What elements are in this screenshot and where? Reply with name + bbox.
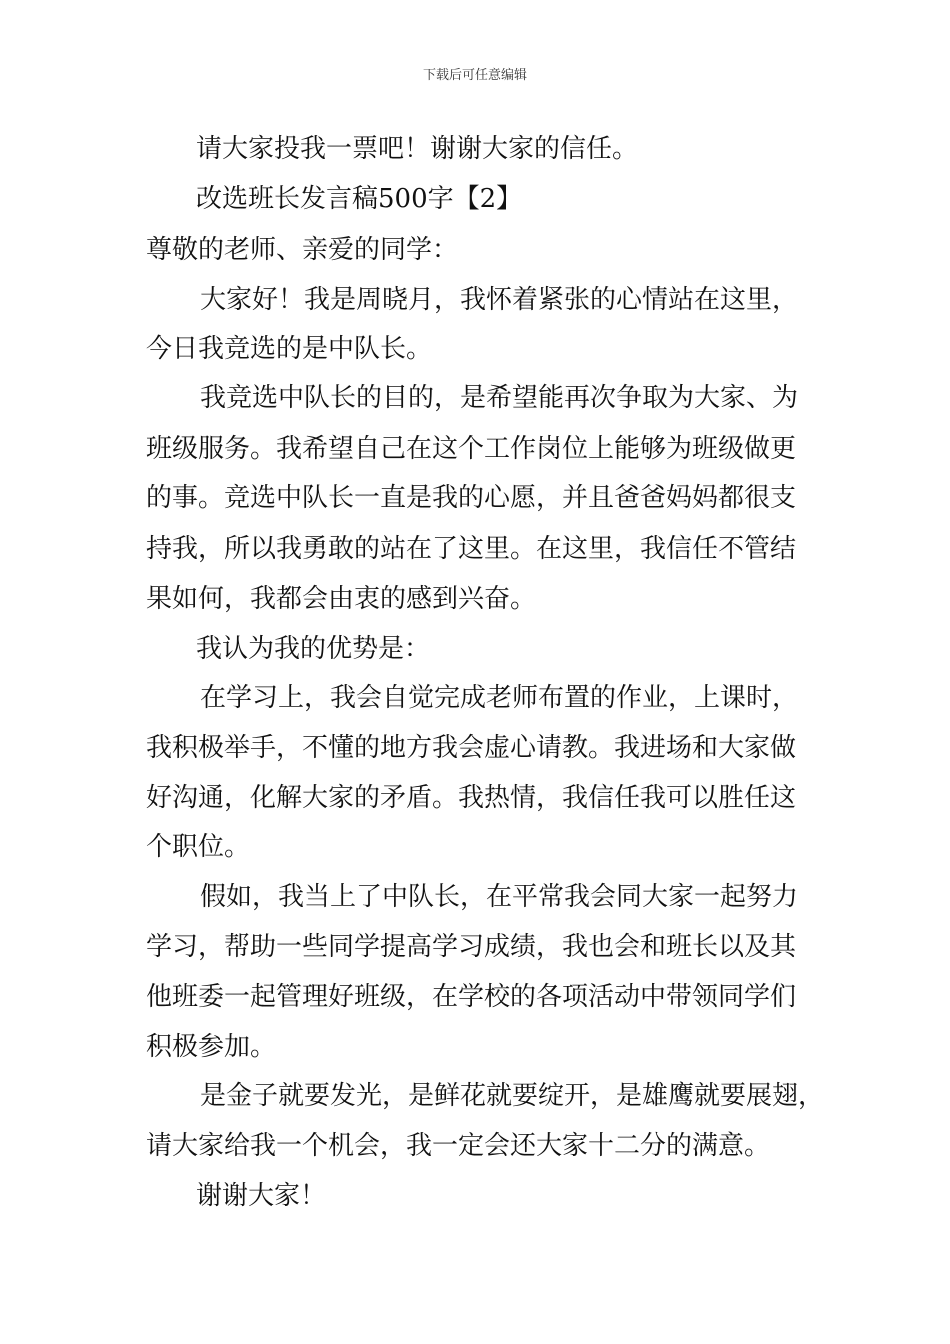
text-line: 请大家投我一票吧！谢谢大家的信任。 xyxy=(196,134,639,164)
text-line: 个职位。 xyxy=(146,832,251,862)
section-title: 改选班长发言稿500字【2】 xyxy=(196,184,523,214)
text-line: 今日我竞选的是中队长。 xyxy=(146,334,433,364)
text-line: 班级服务。我希望自己在这个工作岗位上能够为班级做更 xyxy=(146,434,797,464)
salutation: 尊敬的老师、亲爱的同学： xyxy=(146,235,459,265)
text-line: 是金子就要发光，是鲜花就要绽开，是雄鹰就要展翅， xyxy=(200,1081,825,1111)
text-line: 在学习上，我会自觉完成老师布置的作业，上课时， xyxy=(200,683,799,713)
text-line: 积极参加。 xyxy=(146,1032,277,1062)
header-note: 下载后可任意编辑 xyxy=(422,68,527,83)
text-line: 持我，所以我勇敢的站在了这里。在这里，我信任不管结 xyxy=(146,534,797,564)
text-line: 学习，帮助一些同学提高学习成绩，我也会和班长以及其 xyxy=(146,932,797,962)
text-line: 我竞选中队长的目的，是希望能再次争取为大家、为 xyxy=(200,383,799,413)
text-line: 果如何，我都会由衷的感到兴奋。 xyxy=(146,584,537,614)
text-line: 的事。竞选中队长一直是我的心愿，并且爸爸妈妈都很支 xyxy=(146,483,797,513)
closing-line: 谢谢大家！ xyxy=(196,1181,327,1211)
text-line: 我积极举手，不懂的地方我会虚心请教。我进场和大家做 xyxy=(146,733,797,763)
text-line: 大家好！我是周晓月，我怀着紧张的心情站在这里， xyxy=(200,285,799,315)
text-line: 请大家给我一个机会，我一定会还大家十二分的满意。 xyxy=(146,1131,771,1161)
text-line: 我认为我的优势是： xyxy=(196,634,431,664)
text-line: 假如，我当上了中队长，在平常我会同大家一起努力 xyxy=(200,882,799,912)
text-line: 他班委一起管理好班级，在学校的各项活动中带领同学们 xyxy=(146,982,797,1012)
text-line: 好沟通，化解大家的矛盾。我热情，我信任我可以胜任这 xyxy=(146,783,797,813)
